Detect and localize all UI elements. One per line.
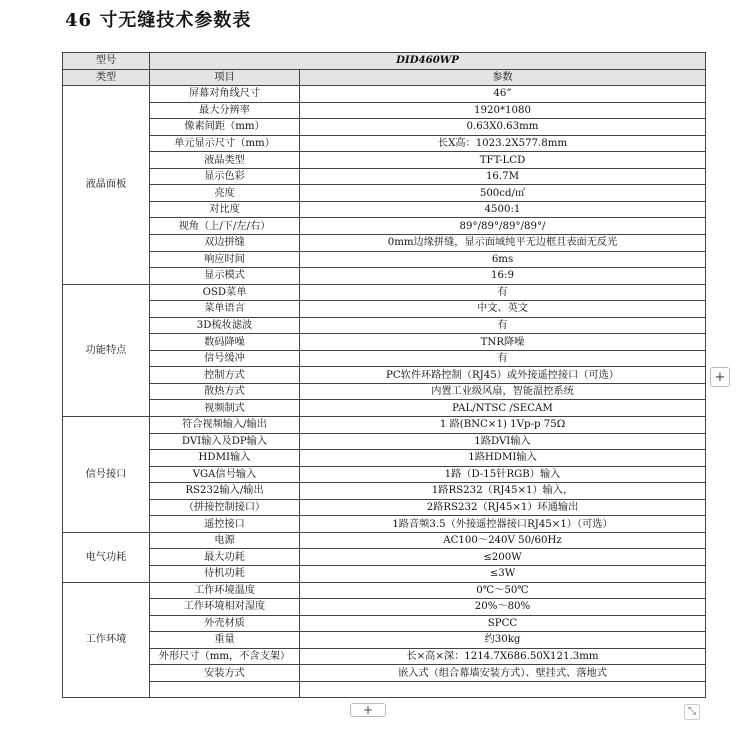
- table-row: [63, 86, 706, 103]
- value-cell: PAL/NTSC /SECAM: [300, 400, 706, 417]
- item-cell: DVI输入及DP输入: [150, 433, 300, 450]
- value-cell: 46”: [300, 86, 706, 103]
- value-cell: 约30kg: [300, 632, 706, 649]
- value-cell: 1 路(BNC×1) 1Vp-p 75Ω: [300, 417, 706, 434]
- item-cell: 视频制式: [150, 400, 300, 417]
- item-cell: 遥控接口: [150, 516, 300, 533]
- item-cell: 工作环境温度: [150, 582, 300, 599]
- table-row: [63, 565, 706, 582]
- add-column-button[interactable]: +: [710, 367, 730, 387]
- item-cell: HDMI输入: [150, 450, 300, 467]
- table-row: [63, 185, 706, 202]
- value-cell: 2路RS232（RJ45×1）环通输出: [300, 499, 706, 516]
- value-cell: PC软件环路控制（RJ45）或外接遥控接口（可选）: [300, 367, 706, 384]
- item-cell: 待机功耗: [150, 565, 300, 582]
- value-cell: 内置工业级风扇，智能温控系统: [300, 383, 706, 400]
- value-cell: 有: [300, 350, 706, 367]
- table-row: [63, 102, 706, 119]
- table-row: [63, 251, 706, 268]
- value-cell: 长X高：1023.2X577.8mm: [300, 135, 706, 152]
- table-row: [63, 599, 706, 616]
- table-row: [63, 218, 706, 235]
- value-cell: ≤3W: [300, 565, 706, 582]
- table-row: [63, 466, 706, 483]
- value-cell: 0℃～50℃: [300, 582, 706, 599]
- value-cell: 1路HDMI输入: [300, 450, 706, 467]
- table-row: [63, 499, 706, 516]
- value-cell: 嵌入式（组合幕墙安装方式）、壁挂式、落地式: [300, 665, 706, 682]
- value-cell: 有: [300, 284, 706, 301]
- value-cell: 中文、英文: [300, 301, 706, 318]
- item-cell: 散热方式: [150, 383, 300, 400]
- item-cell: 安装方式: [150, 665, 300, 682]
- item-cell: 对比度: [150, 201, 300, 218]
- value-cell: [300, 681, 706, 698]
- table-row: [63, 168, 706, 185]
- add-row-button[interactable]: +: [350, 703, 386, 717]
- table-row: [63, 417, 706, 434]
- item-cell: 最大分辨率: [150, 102, 300, 119]
- table-row: [63, 681, 706, 698]
- item-cell: 重量: [150, 632, 300, 649]
- item-cell: VGA信号输入: [150, 466, 300, 483]
- table-row: [63, 301, 706, 318]
- table-row: [63, 582, 706, 599]
- item-cell: 响应时间: [150, 251, 300, 268]
- item-cell: 数码降噪: [150, 334, 300, 351]
- value-cell: 89°/89°/89°/89°/: [300, 218, 706, 235]
- item-cell: 视角（上/下/左/右）: [150, 218, 300, 235]
- item-header: 项目: [150, 69, 300, 86]
- item-cell: 符合视频输入/输出: [150, 417, 300, 434]
- item-cell: RS232输入/输出: [150, 483, 300, 500]
- item-cell: 外壳材质: [150, 615, 300, 632]
- type-label: 类型: [63, 69, 150, 86]
- item-cell: 控制方式: [150, 367, 300, 384]
- spec-table: [62, 52, 706, 698]
- table-row: [63, 268, 706, 285]
- value-cell: TNR降噪: [300, 334, 706, 351]
- value-cell: 500cd/㎡: [300, 185, 706, 202]
- item-cell: 显示模式: [150, 268, 300, 285]
- value-cell: 1路RS232（RJ45×1）输入，: [300, 483, 706, 500]
- category-cell: 液晶面板: [63, 86, 150, 285]
- item-cell: 像素间距（mm）: [150, 119, 300, 136]
- table-resize-handle[interactable]: ⤡: [684, 704, 700, 720]
- item-cell: （拼接控制接口）: [150, 499, 300, 516]
- table-row: [63, 615, 706, 632]
- value-cell: 16:9: [300, 268, 706, 285]
- item-cell: 外形尺寸（mm，不含支架）: [150, 648, 300, 665]
- item-cell: 3D梳妆滤波: [150, 317, 300, 334]
- value-cell: 0mm边缘拼缝，显示面域纯平无边框且表面无反光: [300, 235, 706, 252]
- item-cell: 液晶类型: [150, 152, 300, 169]
- table-row: [63, 135, 706, 152]
- document-title: 46 寸无缝技术参数表: [65, 10, 252, 31]
- table-row: [63, 433, 706, 450]
- item-cell: 信号缓冲: [150, 350, 300, 367]
- table-row: [63, 367, 706, 384]
- category-cell: 电气功耗: [63, 532, 150, 582]
- table-row: [63, 665, 706, 682]
- value-cell: ≤200W: [300, 549, 706, 566]
- table-row: [63, 119, 706, 136]
- value-cell: 20%～80%: [300, 599, 706, 616]
- table-row: [63, 383, 706, 400]
- value-cell: AC100～240V 50/60Hz: [300, 532, 706, 549]
- param-header: 参数: [300, 69, 706, 86]
- model-label: 型号: [63, 53, 150, 70]
- table-row: [63, 400, 706, 417]
- table-row: [63, 632, 706, 649]
- value-cell: 1路（D-15针RGB）输入: [300, 466, 706, 483]
- table-row: [63, 152, 706, 169]
- category-cell: 工作环境: [63, 582, 150, 698]
- value-cell: 长×高×深：1214.7X686.50X121.3mm: [300, 648, 706, 665]
- table-row: [63, 450, 706, 467]
- table-row: [63, 235, 706, 252]
- table-row: [63, 350, 706, 367]
- item-cell: 亮度: [150, 185, 300, 202]
- value-cell: TFT-LCD: [300, 152, 706, 169]
- item-cell: 工作环境相对湿度: [150, 599, 300, 616]
- item-cell: 显示色彩: [150, 168, 300, 185]
- item-cell: 双边拼缝: [150, 235, 300, 252]
- value-cell: 1路DVI输入: [300, 433, 706, 450]
- table-row: [63, 549, 706, 566]
- table-row: [63, 334, 706, 351]
- model-row: [63, 53, 706, 70]
- table-row: [63, 516, 706, 533]
- table-row: [63, 483, 706, 500]
- value-cell: 1路音频3.5（外接遥控器接口RJ45×1）（可选）: [300, 516, 706, 533]
- value-cell: SPCC: [300, 615, 706, 632]
- value-cell: 有: [300, 317, 706, 334]
- category-cell: 信号接口: [63, 417, 150, 533]
- table-row: [63, 532, 706, 549]
- table-row: [63, 284, 706, 301]
- header-row: [63, 69, 706, 86]
- item-cell: OSD菜单: [150, 284, 300, 301]
- category-cell: 功能特点: [63, 284, 150, 416]
- table-row: [63, 317, 706, 334]
- item-cell: 单元显示尺寸（mm）: [150, 135, 300, 152]
- value-cell: 16.7M: [300, 168, 706, 185]
- value-cell: 6ms: [300, 251, 706, 268]
- item-cell: 屏幕对角线尺寸: [150, 86, 300, 103]
- item-cell: 菜单语言: [150, 301, 300, 318]
- table-row: [63, 201, 706, 218]
- value-cell: 1920*1080: [300, 102, 706, 119]
- table-row: [63, 648, 706, 665]
- item-cell: 最大功耗: [150, 549, 300, 566]
- model-value: DID460WP: [150, 53, 706, 70]
- value-cell: 4500:1: [300, 201, 706, 218]
- item-cell: [150, 681, 300, 698]
- item-cell: 电源: [150, 532, 300, 549]
- spec-table-body: [63, 53, 706, 698]
- value-cell: 0.63X0.63mm: [300, 119, 706, 136]
